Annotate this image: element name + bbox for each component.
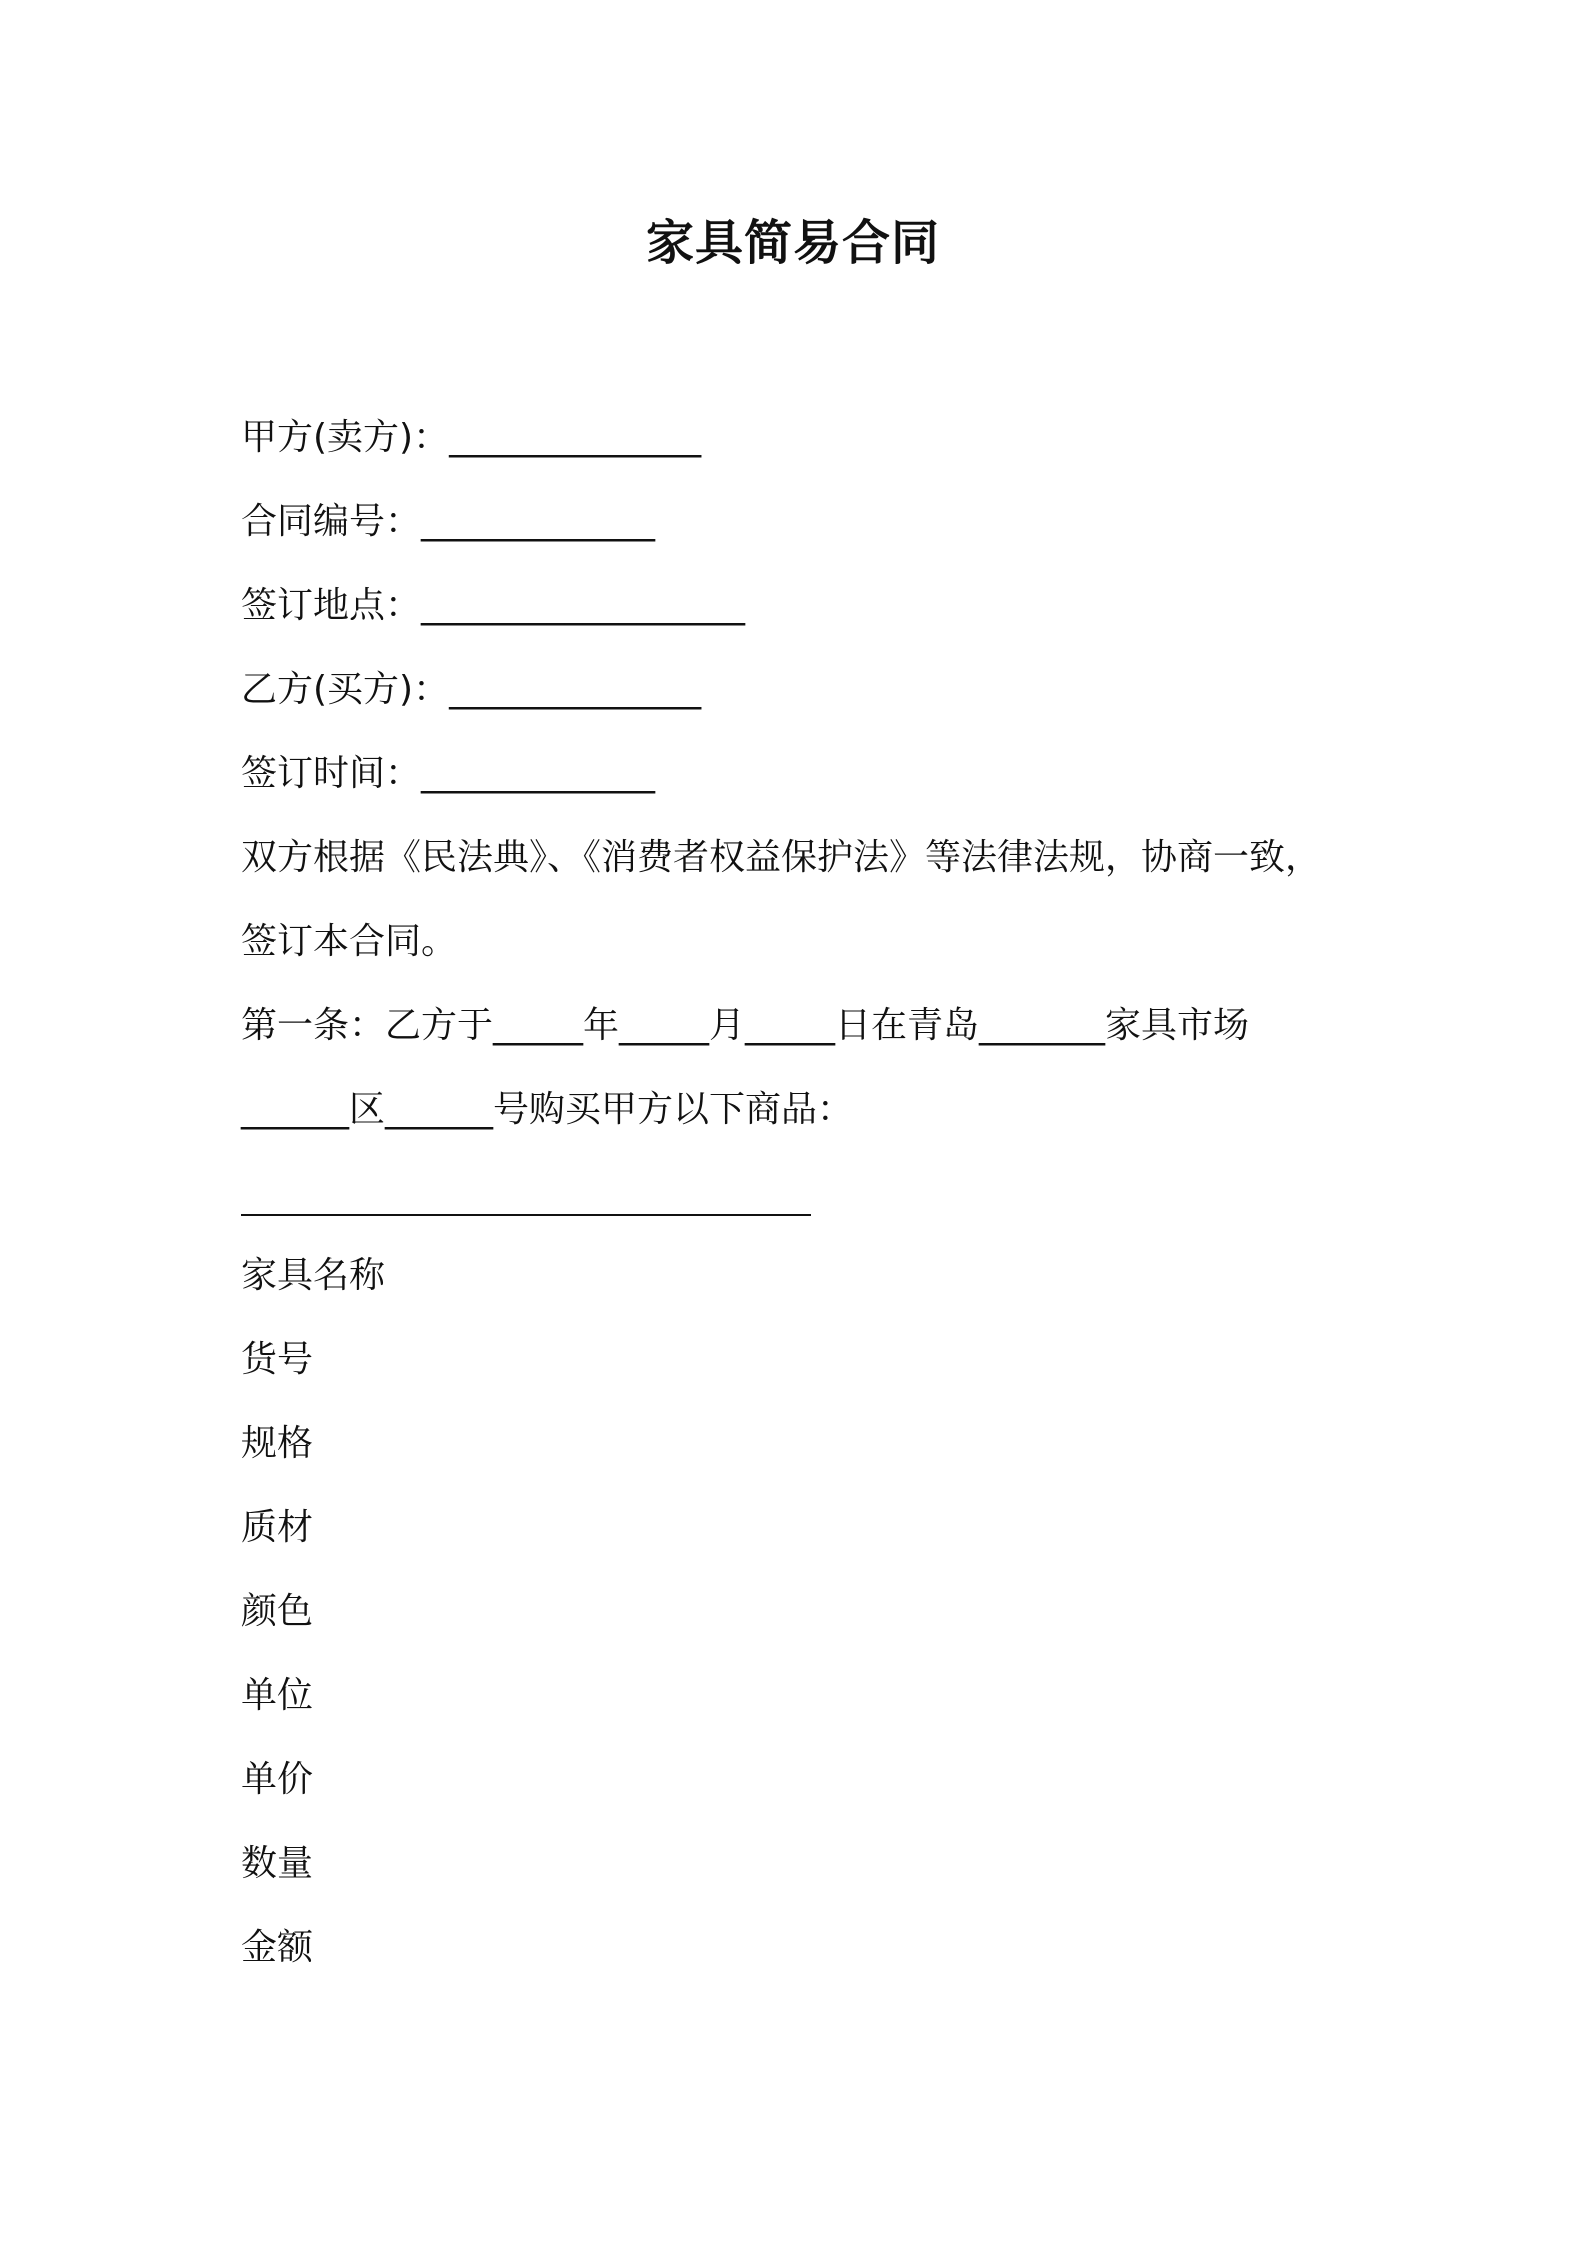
item-material: 质材	[241, 1507, 314, 1548]
item-color: 颜色	[241, 1591, 314, 1632]
blank-underline	[241, 1214, 811, 1216]
item-specification: 规格	[241, 1423, 314, 1464]
article-1-line-1: 第一条：乙方于_____年_____月_____日在青岛_______家具市场	[241, 1005, 1250, 1046]
intro-line-2: 签订本合同。	[241, 921, 458, 962]
item-article-number: 货号	[241, 1339, 314, 1380]
field-contract-number: 合同编号：_____________	[241, 501, 656, 542]
article-1-line-2: ______区______号购买甲方以下商品：	[241, 1089, 854, 1130]
item-furniture-name: 家具名称	[241, 1255, 386, 1296]
field-signing-time: 签订时间：_____________	[241, 753, 656, 794]
field-buyer: 乙方(买方)：______________	[241, 669, 702, 710]
item-amount: 金额	[241, 1927, 314, 1968]
document-title: 家具简易合同	[645, 215, 940, 271]
item-unit-price: 单价	[241, 1759, 314, 1800]
field-seller: 甲方(卖方)：______________	[241, 417, 702, 458]
item-quantity: 数量	[241, 1843, 314, 1884]
intro-line-1: 双方根据《民法典》、《消费者权益保护法》等法律法规，协商一致，	[241, 837, 1322, 878]
field-signing-place: 签订地点：__________________	[241, 585, 746, 626]
item-unit: 单位	[241, 1675, 314, 1716]
